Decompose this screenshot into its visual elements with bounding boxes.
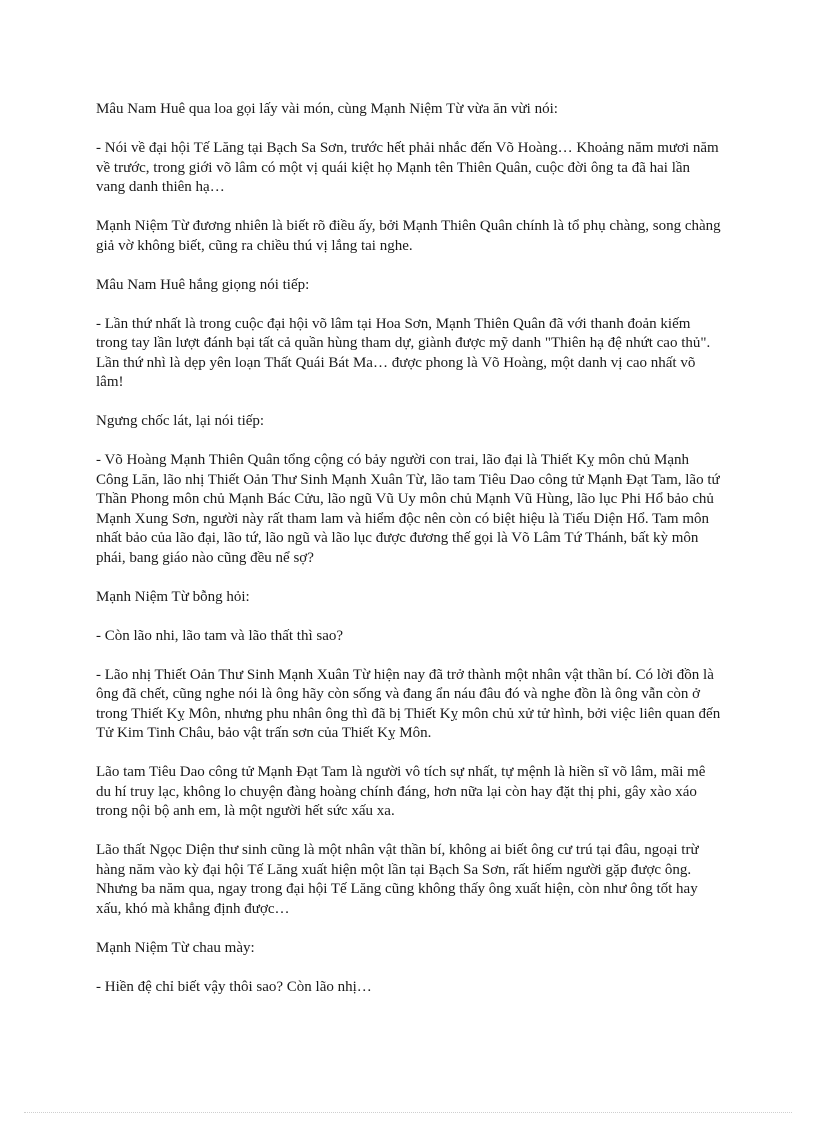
document-page [96,100,721,1017]
paragraph-14: - Hiền đệ chỉ biết vậy thôi sao? Còn lão nhị… [96,978,372,995]
paragraph-5: - Lần thứ nhất là trong cuộc đại hội võ lâm tại Hoa Sơn, Mạnh Thiên Quân đã với thanh đoản kiếm trong tay lần lượt đánh bại tất cả quần hùng tham dự, giành được mỹ danh "Thiên hạ đệ nhứt cao thủ". Lần thứ nhì là dẹp yên loạn Thất Quái Bát Ma… được phong là Võ Hoàng, một danh vị cao nhất võ lâm! [96,315,711,390]
paragraph-12: Lão thất Ngọc Diện thư sinh cũng là một nhân vật thần bí, không ai biết ông cư trú tại đâu, ngoại trừ hàng năm vào kỳ đại hội Tế Lăng xuất hiện một lần tại Bạch Sa Sơn, rất hiếm người gặp được ông. Nhưng ba năm qua, ngay trong đại hội Tế Lăng cũng không thấy ông xuất hiện, còn như ông tốt hay xấu, khó mà khẳng định được… [96,842,699,917]
paragraph-4: Mâu Nam Huê hắng giọng nói tiếp: [96,276,310,293]
paragraph-11: Lão tam Tiêu Dao công tử Mạnh Đạt Tam là người vô tích sự nhất, tự mệnh là hiền sĩ võ lâm, mãi mê du hí truy lạc, không lo chuyện đàng hoàng chính đáng, hơn nữa lại còn hay đặt thị phi, gây xào xáo trong nội bộ anh em, là một người hết sức xấu xa. [96,764,706,819]
paragraph-2: - Nói về đại hội Tế Lăng tại Bạch Sa Sơn, trước hết phải nhắc đến Võ Hoàng… Khoảng năm mươi năm về trước, trong giới võ lâm có một vị quái kiệt họ Mạnh tên Thiên Quân, cuộc đời ông ta đã hai lần vang danh thiên hạ… [96,140,719,195]
page-bottom-divider [24,1112,792,1113]
paragraph-6: Ngưng chốc lát, lại nói tiếp: [96,413,265,429]
paragraph-7: - Võ Hoàng Mạnh Thiên Quân tổng cộng có bảy người con trai, lão đại là Thiết Kỵ môn chủ Mạnh Công Lăn, lão nhị Thiết Oản Thư Sinh Mạnh Xuân Từ, lão tam Tiêu Dao công tử Mạnh Đạt Tam, lão tứ Thần Phong môn chủ Mạnh Bác Cửu, lão ngũ Vũ Uy môn chủ Mạnh Vũ Hùng, lão lục Phi Hổ bảo chủ Mạnh Xung Sơn, người này rất tham lam và hiểm độc nên còn có biệt hiệu là Tiếu Diện Hổ. Tam môn nhất bảo của lão đại, lão tứ, lão ngũ và lão lục được đương thế gọi là Võ Lâm Tứ Thánh, bất kỳ môn phái, bang giáo nào cũng đều nể sợ? [96,452,720,566]
paragraph-13: Mạnh Niệm Từ chau mày: [96,939,255,956]
paragraph-3: Mạnh Niệm Từ đương nhiên là biết rõ điều ấy, bởi Mạnh Thiên Quân chính là tổ phụ chàng, song chàng giả vờ không biết, cũng ra chiều thú vị lắng tai nghe. [96,218,721,254]
paragraph-8: Mạnh Niệm Từ bỗng hỏi: [96,588,250,605]
paragraph-1: Mâu Nam Huê qua loa gọi lấy vài món, cùng Mạnh Niệm Từ vừa ăn vừi nói: [96,101,558,117]
paragraph-9: - Còn lão nhi, lão tam và lão thất thì sao? [96,627,344,644]
paragraph-10: - Lão nhị Thiết Oản Thư Sinh Mạnh Xuân Từ hiện nay đã trở thành một nhân vật thần bí. Có lời đồn là ông đã chết, cũng nghe nói là ông hãy còn sống và đang ẩn náu đâu đó và nghe đồn là ông vẫn còn ở trong Thiết Kỵ Môn, nhưng phu nhân ông thì đã bị Thiết Kỵ môn chủ xử tử hình, bởi việc liên quan đến Tử Kim Tinh Châu, bảo vật trấn sơn của Thiết Kỵ Môn. [96,666,721,741]
